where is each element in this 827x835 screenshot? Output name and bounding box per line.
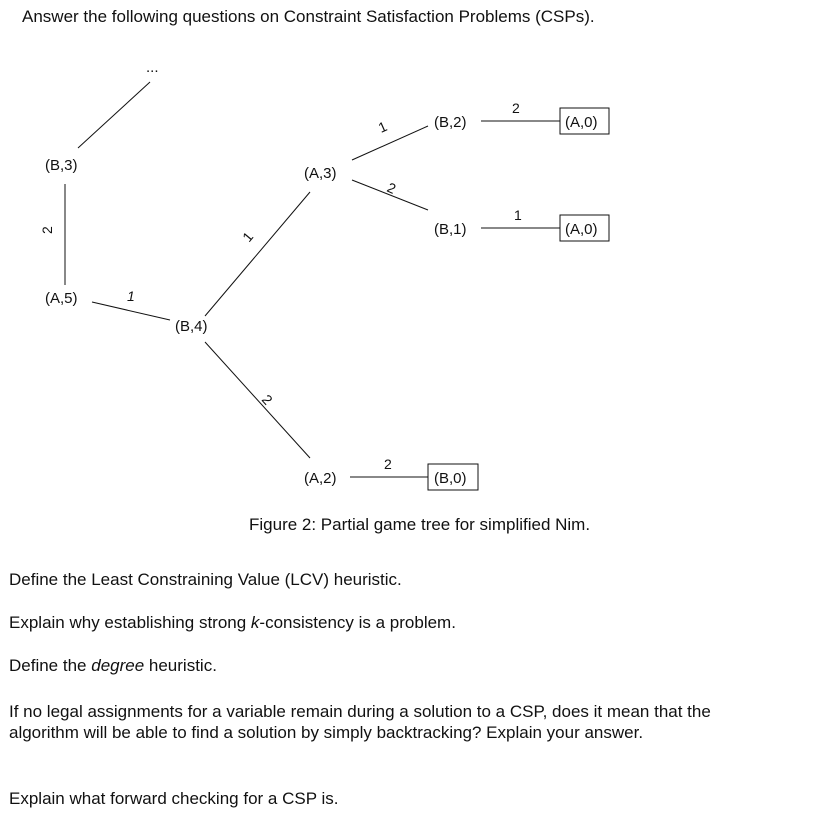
figure-caption: Figure 2: Partial game tree for simplified Nim. — [249, 515, 591, 534]
edge-b3-continuation — [78, 82, 150, 148]
edge-a3-b2 — [352, 126, 428, 160]
edge-label-b4-a3: 1 — [239, 228, 257, 245]
edge-label-a2-b0: 2 — [384, 456, 392, 472]
question-degree-heuristic: Define the degree heuristic. — [9, 656, 217, 675]
edge-label-b1-a0: 1 — [514, 207, 522, 223]
edge-label-b4-a2: 2 — [258, 391, 276, 408]
edge-label-a5-b4: 1 — [127, 288, 135, 304]
edge-label-a3-b2: 1 — [375, 117, 390, 136]
edge-label-b3-a5: 2 — [39, 226, 55, 234]
intro-text: Answer the following questions on Constraint Satisfaction Problems (CSPs). — [22, 7, 595, 26]
question-backtracking: If no legal assignments for a variable remain during a solution to a CSP, does it mean that the algorithm will be able to find a solution by simply backtracking? Explain your answer. — [9, 702, 711, 742]
node-a0-top: (A,0) — [565, 114, 598, 131]
question-lcv: Define the Least Constraining Value (LCV) heuristic. — [9, 570, 402, 589]
node-a0-mid: (A,0) — [565, 221, 598, 238]
edge-label-a3-b1: 2 — [384, 179, 399, 197]
node-a5: (A,5) — [45, 290, 78, 307]
node-b0: (B,0) — [434, 470, 467, 487]
node-b1: (B,1) — [434, 221, 467, 238]
edge-b4-a3 — [205, 192, 310, 316]
edge-a5-b4 — [92, 302, 170, 320]
question-forward-checking: Explain what forward checking for a CSP is. — [9, 789, 339, 808]
node-b2: (B,2) — [434, 114, 467, 131]
node-b3: (B,3) — [45, 157, 78, 174]
node-a2: (A,2) — [304, 470, 337, 487]
edge-label-b2-a0: 2 — [512, 100, 520, 116]
edge-b4-a2 — [205, 342, 310, 458]
question-strong-k-consistency: Explain why establishing strong k-consistency is a problem. — [9, 613, 456, 632]
ellipsis: ... — [146, 59, 159, 76]
node-b4: (B,4) — [175, 318, 208, 335]
node-a3: (A,3) — [304, 165, 337, 182]
